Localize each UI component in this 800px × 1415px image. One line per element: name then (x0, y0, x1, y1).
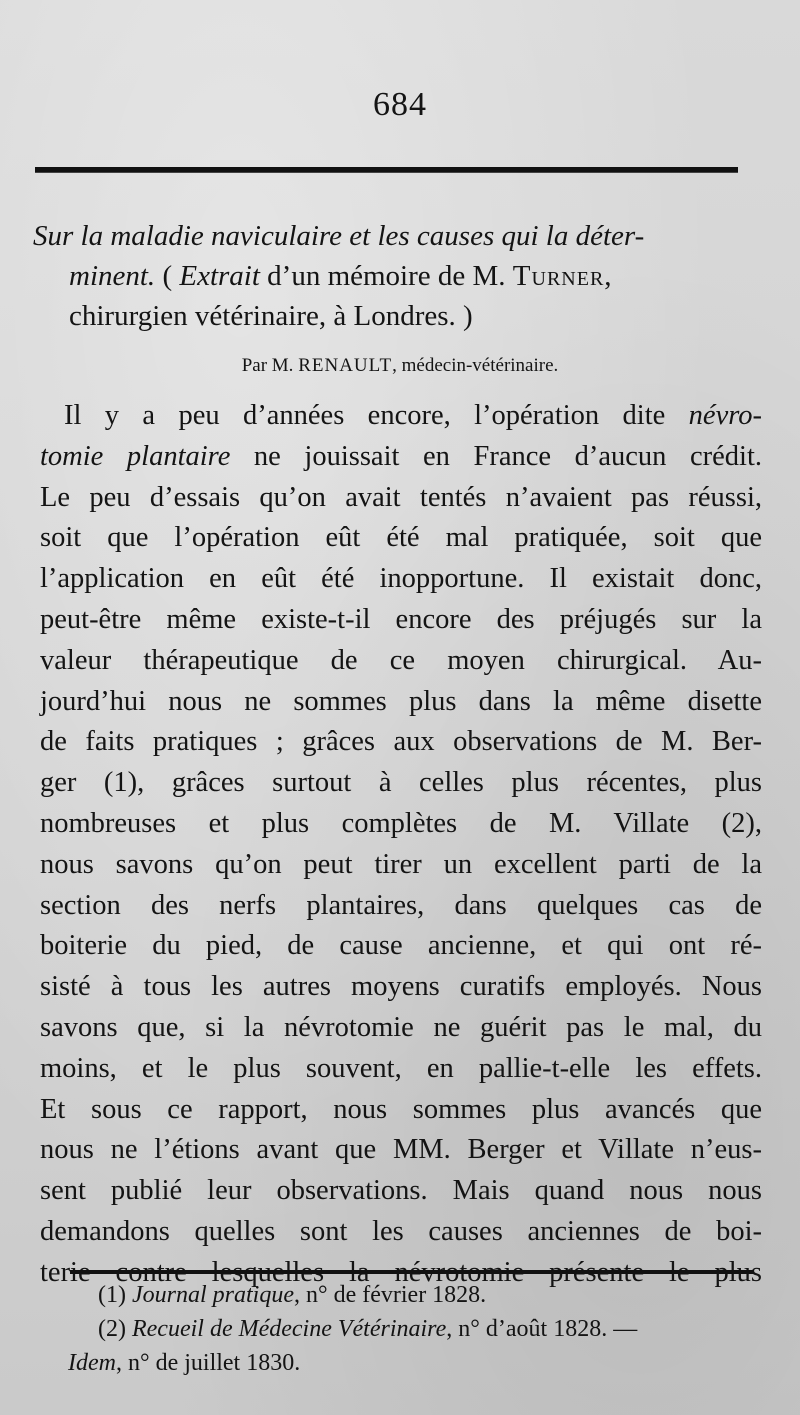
body-line-4: soit que l’opération eût été mal pratiquée, soit que (40, 522, 762, 554)
body-line-2-italic: tomie plantaire (40, 440, 231, 472)
footnote-2-detail: , n° d’août 1828. — (446, 1316, 638, 1342)
body-line-7: valeur thérapeutique de ce moyen chirurgical. Au- (40, 644, 762, 676)
header-rule (35, 167, 738, 173)
body-line-6: peut-être même existe-t-il encore des préjugés sur la (40, 603, 762, 635)
title-line-2-rest: d’un mémoire de M. (259, 260, 513, 292)
byline (0, 355, 800, 377)
body-line-1-text: Il y a peu d’années encore, l’opération dite (64, 400, 689, 431)
title-line-2-end: , (604, 260, 612, 292)
body-line-21: demandons quelles sont les causes anciennes de boi- (40, 1215, 762, 1247)
article-title (33, 216, 755, 336)
body-line-14: boiterie du pied, de cause ancienne, et qui ont ré- (40, 930, 762, 962)
footnote-2-number: (2) (98, 1316, 132, 1342)
footnote-2-idem: Idem (68, 1350, 116, 1376)
body-line-3: Le peu d’essais qu’on avait tentés n’avaient pas réussi, (40, 481, 762, 513)
byline-suffix: , médecin-vétérinaire. (392, 355, 559, 376)
title-line-1: Sur la maladie naviculaire et les causes qui la déter- (33, 220, 645, 252)
body-text (40, 396, 762, 1294)
body-line-17: moins, et le plus souvent, en pallie-t-elle les effets. (40, 1052, 762, 1084)
body-line-5: l’application en eût été inopportune. Il existait donc, (40, 563, 762, 595)
footnotes (68, 1278, 768, 1380)
footnote-2-continued (68, 1346, 768, 1380)
body-line-10: ger (1), grâces surtout à celles plus récentes, plus (40, 767, 762, 799)
body-line-16: savons que, si la névrotomie ne guérit pas le mal, du (40, 1011, 762, 1043)
body-line-13: section des nerfs plantaires, dans quelques cas de (40, 889, 762, 921)
body-line-20: sent publié leur observations. Mais quand nous nous (40, 1175, 762, 1207)
body-line-9: de faits pratiques ; grâces aux observations de M. Ber- (40, 726, 762, 758)
footnote-1 (68, 1278, 768, 1312)
body-line-19: nous ne l’étions avant que MM. Berger et Villate n’eus- (40, 1134, 762, 1166)
footnote-2 (68, 1312, 768, 1346)
body-line-11: nombreuses et plus complètes de M. Villate (2), (40, 807, 762, 839)
body-line-1 (40, 396, 762, 437)
title-line-2-paren: ( (155, 260, 180, 292)
footnote-2-source: Recueil de Médecine Vétérinaire (131, 1316, 447, 1342)
body-line-12: nous savons qu’on peut tirer un excellent parti de la (40, 848, 762, 880)
title-line-3: chirurgien vétérinaire, à Londres. ) (69, 300, 473, 332)
byline-prefix: Par M. (241, 355, 299, 376)
page-number: 684 (373, 86, 427, 123)
body-line-22: terie contre lesquelles la névrotomie présente le plus (40, 1256, 762, 1288)
footnote-2-continued-detail: , n° de juillet 1830. (115, 1350, 301, 1376)
body-line-15: sisté à tous les autres moyens curatifs employés. Nous (40, 971, 762, 1003)
footnote-1-detail: , n° de février 1828. (293, 1282, 487, 1308)
byline-name: RENAULT (298, 355, 393, 376)
body-line-8: jourd’hui nous ne sommes plus dans la même disette (40, 685, 762, 717)
footnote-rule (70, 1270, 754, 1274)
title-line-2 (33, 256, 755, 296)
title-line-2-italic-b: Extrait (179, 260, 260, 292)
footnote-1-source: Journal pratique (131, 1282, 294, 1308)
footnote-1-number: (1) (98, 1282, 132, 1308)
title-author-name: Turner (512, 260, 605, 292)
body-line-2-text: ne jouissait en France d’aucun crédit. (230, 440, 762, 472)
title-line-2-italic-a: minent. (69, 260, 156, 292)
body-line-1-italic: névro- (688, 400, 762, 431)
body-line-2 (40, 437, 762, 478)
body-line-18: Et sous ce rapport, nous sommes plus avancés que (40, 1093, 762, 1125)
